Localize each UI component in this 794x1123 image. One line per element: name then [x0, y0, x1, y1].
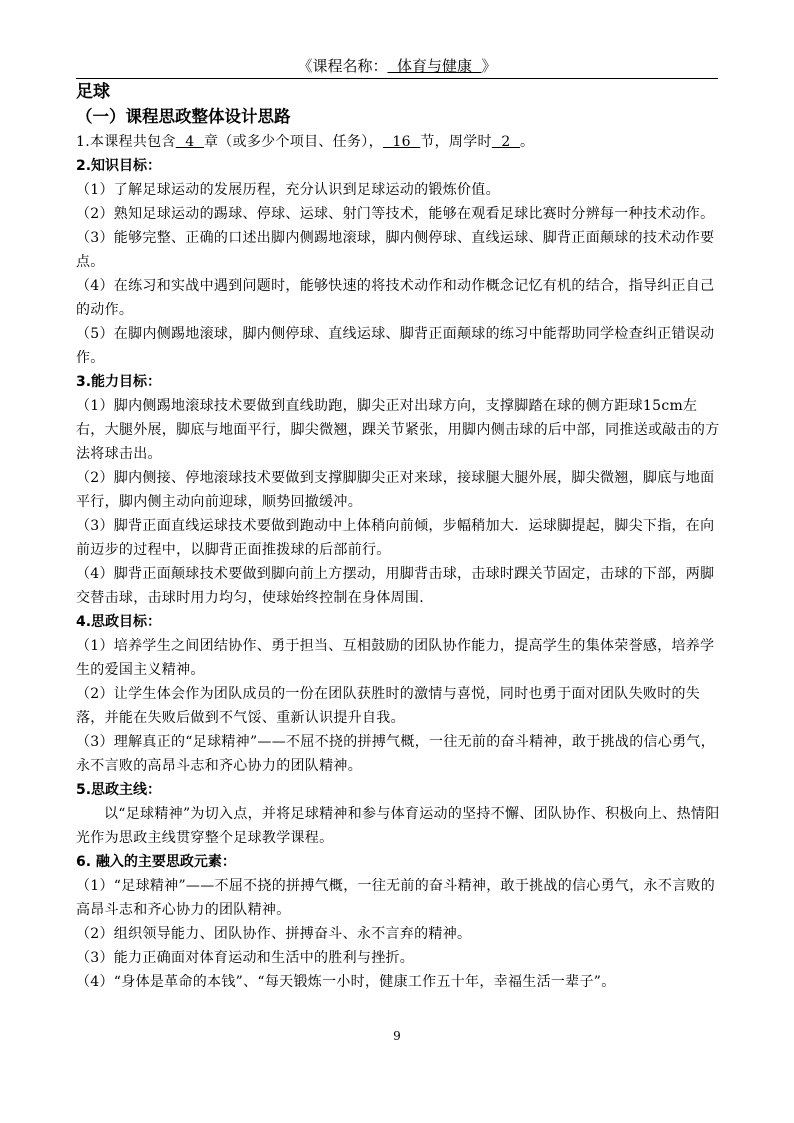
section-3-item: （2）脚内侧接、停地滚球技术要做到支撑脚脚尖正对来球，接球腿大腿外展，脚尖微翘，脚底与地面平行，脚内侧主动向前迎球，顺势回撤缓冲。 — [76, 470, 715, 510]
section-6-heading: 6. 融入的主要思政元素： — [76, 854, 236, 870]
section-2-item: （3）能够完整、正确的口述出脚内侧踢地滚球，脚内侧停球、直线运球、脚背正面颠球的技术动作要点。 — [76, 230, 715, 270]
section-3-item: （4）脚背正面颠球技术要做到脚向前上方摆动，用脚背击球，击球时踝关节固定，击球的下部，两脚交替击球，击球时用力均匀，使球始终控制在身体周围. — [76, 566, 715, 606]
intro-text-1: 1.本课程共包含 — [76, 134, 176, 150]
section-2-item: （1）了解足球运动的发展历程，充分认识到足球运动的锻炼价值。 — [76, 182, 500, 198]
section-2-heading: 2.知识目标： — [76, 158, 162, 174]
section-6-item: （2）组织领导能力、团队协作、拼搏奋斗、永不言弃的精神。 — [76, 926, 472, 942]
sections-container — [76, 154, 724, 994]
section-4-item: （1）培养学生之间团结协作、勇于担当、互相鼓励的团队协作能力，提高学生的集体荣誉感，培养学生的爱国主义精神。 — [76, 638, 715, 678]
course-header — [76, 54, 718, 79]
page-number: 9 — [393, 1029, 401, 1043]
section-5-item: 以“足球精神”为切入点，并将足球精神和参与体育运动的坚持不懈、团队协作、积极向上、热情阳光作为思政主线贯穿整个足球教学课程。 — [76, 806, 720, 846]
intro-paragraph — [76, 130, 724, 154]
section-2-item: （5）在脚内侧踢地滚球，脚内侧停球、直线运球、脚背正面颠球的练习中能帮助同学检查纠正错误动作。 — [76, 326, 715, 366]
section-3-item: （1）脚内侧踢地滚球技术要做到直线助跑，脚尖正对出球方向，支撑脚踏在球的侧方距球15cm左右，大腿外展，脚底与地面平行，脚尖微翘，踝关节紧张，用脚内侧击球的后中部，同推送或敲击的方法将球击出。 — [76, 398, 720, 462]
section-3-heading: 3.能力目标： — [76, 374, 162, 390]
intro-text-3: 节，周学时 — [420, 134, 492, 150]
section-5-heading: 5.思政主线： — [76, 782, 162, 798]
section-6-item: （4）“身体是革命的本钱”、“每天锻炼一小时，健康工作五十年，幸福生活一辈子”。 — [76, 974, 616, 990]
section-3-item: （3）脚背正面直线运球技术要做到跑动中上体稍向前倾，步幅稍加大．运球脚提起，脚尖下指，在向前迈步的过程中，以脚背正面推拨球的后部前行。 — [76, 518, 715, 558]
section-6-item: （3）能力正确面对体育运动和生活中的胜利与挫折。 — [76, 950, 415, 966]
section-4-item: （2）让学生体会作为团队成员的一份在团队获胜时的激情与喜悦，同时也勇于面对团队失败时的失落，并能在失败后做到不气馁、重新认识提升自我。 — [76, 686, 701, 726]
intro-text-4: 。 — [520, 134, 535, 150]
document-body — [76, 80, 724, 994]
intro-text-2: 章（或多少个项目、任务）， — [203, 134, 383, 150]
section-heading: （一）课程思政整体设计思路 — [76, 107, 291, 126]
course-name: 体育与健康 — [387, 57, 482, 75]
weekly-hours: 2 — [491, 134, 521, 150]
header-suffix: 》 — [481, 57, 497, 75]
chapter-count: 4 — [175, 134, 204, 150]
section-4-heading: 4.思政目标： — [76, 614, 162, 630]
section-4-item: （3）理解真正的“足球精神”——不屈不挠的拼搏气概，一往无前的奋斗精神，敢于挑战的信心勇气，永不言败的高昂斗志和齐心协力的团队精神。 — [76, 734, 716, 774]
section-2-item: （2）熟知足球运动的踢球、停球、运球、射门等技术，能够在观看足球比赛时分辨每一种技术动作。 — [76, 206, 715, 222]
session-count: 16 — [382, 134, 421, 150]
header-prefix: 《课程名称： — [297, 57, 388, 75]
section-2-item: （4）在练习和实战中遇到问题时，能够快速的将技术动作和动作概念记忆有机的结合，指导纠正自己的动作。 — [76, 278, 715, 318]
page-title: 足球 — [76, 82, 110, 102]
section-6-item: （1）“足球精神”——不屈不挠的拼搏气概，一往无前的奋斗精神，敢于挑战的信心勇气，永不言败的高昂斗志和齐心协力的团队精神。 — [76, 878, 716, 918]
